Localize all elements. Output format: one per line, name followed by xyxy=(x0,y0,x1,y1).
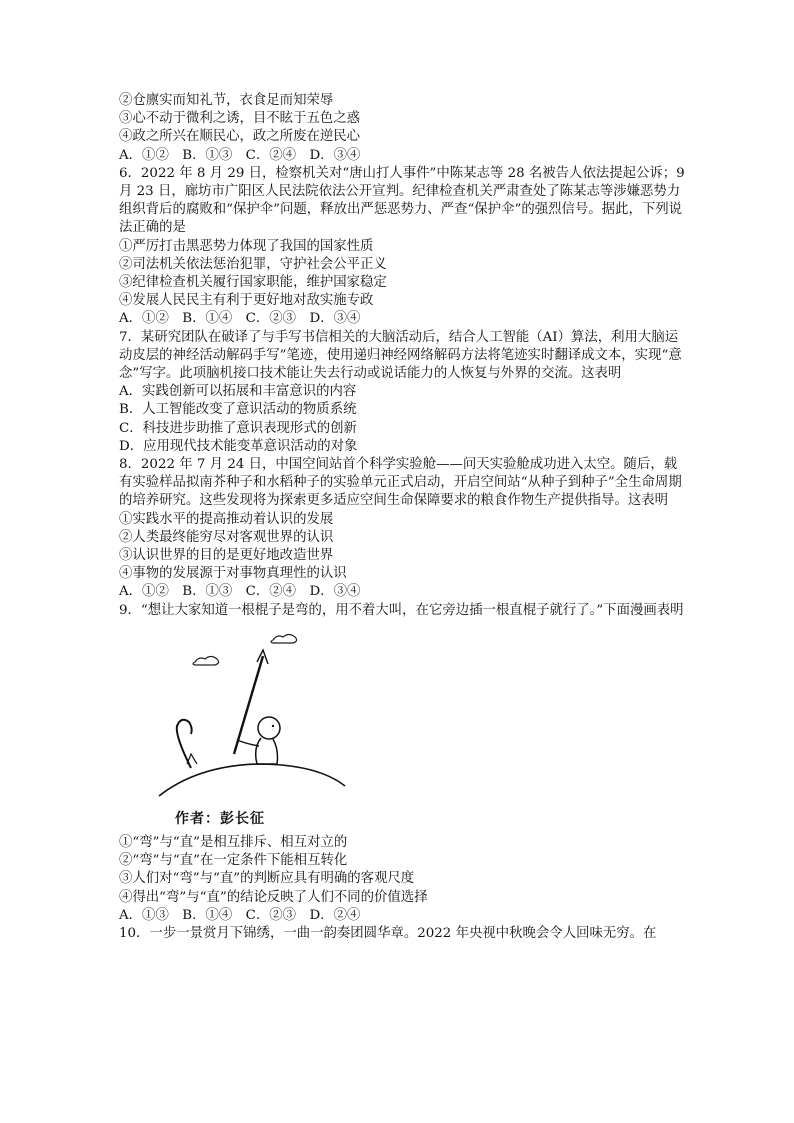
q10-stem: 10．一步一景赏月下锦绣，一曲一韵奏团圆华章。2022 年央视中秋晚会令人回味无穷。在 xyxy=(119,925,657,941)
exam-page xyxy=(119,92,685,943)
straight-stick xyxy=(234,656,263,754)
cartoon-caption: 作者：彭长征 xyxy=(175,810,265,827)
q7-stem: 7．某研究团队在破译了与手写书信相关的大脑活动后，结合人工智能（AI）算法，利用大脑运动皮层的神经活动解码手写”笔迹，使用递归神经网络解码方法将笔迹实时翻译成文本，实现“意念”写字。此项脑机接口技术能让失去行动或说话能力的人恢复与外界的交流。这表明 xyxy=(119,329,682,382)
person-body xyxy=(256,738,278,764)
q9-option-3: ③人们对“弯”与“直”的判断应具有明确的客观尺度 xyxy=(119,871,415,887)
q9-option-2: ②“弯”与“直”在一定条件下能相互转化 xyxy=(119,853,348,869)
hill xyxy=(159,764,345,796)
cloud-left xyxy=(193,656,219,665)
q8-option-2: ②人类最终能穷尽对客观世界的认识 xyxy=(119,529,334,545)
q8-option-4: ④事物的发展源于对事物真理性的认识 xyxy=(119,566,347,582)
q5-choices: A．①② B．①③ C．②④ D．③④ xyxy=(119,147,361,163)
q5-option-3: ③心不动于微利之诱，目不眩于五色之惑 xyxy=(119,111,361,127)
q5-option-4: ④政之所兴在顺民心，政之所废在逆民心 xyxy=(119,129,361,145)
q6-option-2: ②司法机关依法惩治犯罪，守护社会公平正义 xyxy=(119,256,387,272)
q6-stem: 6．2022 年 8 月 29 日，检察机关对“唐山打人事件”中陈某志等 28 名被告人依法提起公诉；9 月 23 日，廊坊市广阳区人民法院依法公开宣判。纪律检查机关严肃查处了陈某志等涉嫌恶势力组织背后的腐败和“保护伞”问题，释放出严惩恶势力、严查“保护伞”的强烈信号。据此，下列说法正确的是 xyxy=(119,165,685,236)
q6-option-4: ④发展人民民主有利于更好地对敌实施专政 xyxy=(119,293,374,309)
q7-option-b: B．人工智能改变了意识活动的物质系统 xyxy=(119,402,357,418)
q8-option-3: ③认识世界的目的是更好地改造世界 xyxy=(119,548,334,564)
person-eye xyxy=(272,725,274,727)
q6-option-1: ①严厉打击黑恶势力体现了我国的国家性质 xyxy=(119,238,374,254)
cartoon-drawing xyxy=(157,626,347,806)
q9-option-4: ④得出“弯”与“直”的结论反映了人们不同的价值选择 xyxy=(119,889,428,905)
q6-choices: A．①② B．①④ C．②③ D．③④ xyxy=(119,311,361,327)
cartoon-figure xyxy=(119,626,685,834)
person-head xyxy=(258,717,280,739)
bent-stick xyxy=(177,720,192,768)
q7-option-c: C．科技进步助推了意识表现形式的创新 xyxy=(119,420,357,436)
q9-stem: 9．“想让大家知道一根棍子是弯的，用不着大叫，在它旁边插一根直棍子就行了。”下面漫画表明 xyxy=(119,602,684,618)
q8-option-1: ①实践水平的提高推动着认识的发展 xyxy=(119,511,334,527)
q8-stem: 8．2022 年 7 月 24 日，中国空间站首个科学实验舱——问天实验舱成功进入太空。随后，载有实验样品拟南芥种子和水稻种子的实验单元正式启动，开启空间站“从种子到种子”全生命周期的培养研究。这些发现将为探索更多适应空间生命保障要求的粮食作物生产提供指导。这表明 xyxy=(119,457,682,509)
q5-option-2: ②仓廪实而知礼节，衣食足而知荣辱 xyxy=(119,93,334,108)
q6-option-3: ③纪律检查机关履行国家职能，维护国家稳定 xyxy=(119,275,387,291)
q7-option-d: D．应用现代技术能变革意识活动的对象 xyxy=(119,438,358,454)
q8-choices: A．①② B．①③ C．②④ D．③④ xyxy=(119,584,361,600)
person-arm xyxy=(237,740,259,746)
q9-choices: A．①③ B．①④ C．②③ D．②④ xyxy=(119,907,361,923)
cloud-right xyxy=(271,634,297,643)
q9-option-1: ①“弯”与“直”是相互排斥、相互对立的 xyxy=(119,834,348,850)
q7-option-a: A．实践创新可以拓展和丰富意识的内容 xyxy=(119,384,357,400)
